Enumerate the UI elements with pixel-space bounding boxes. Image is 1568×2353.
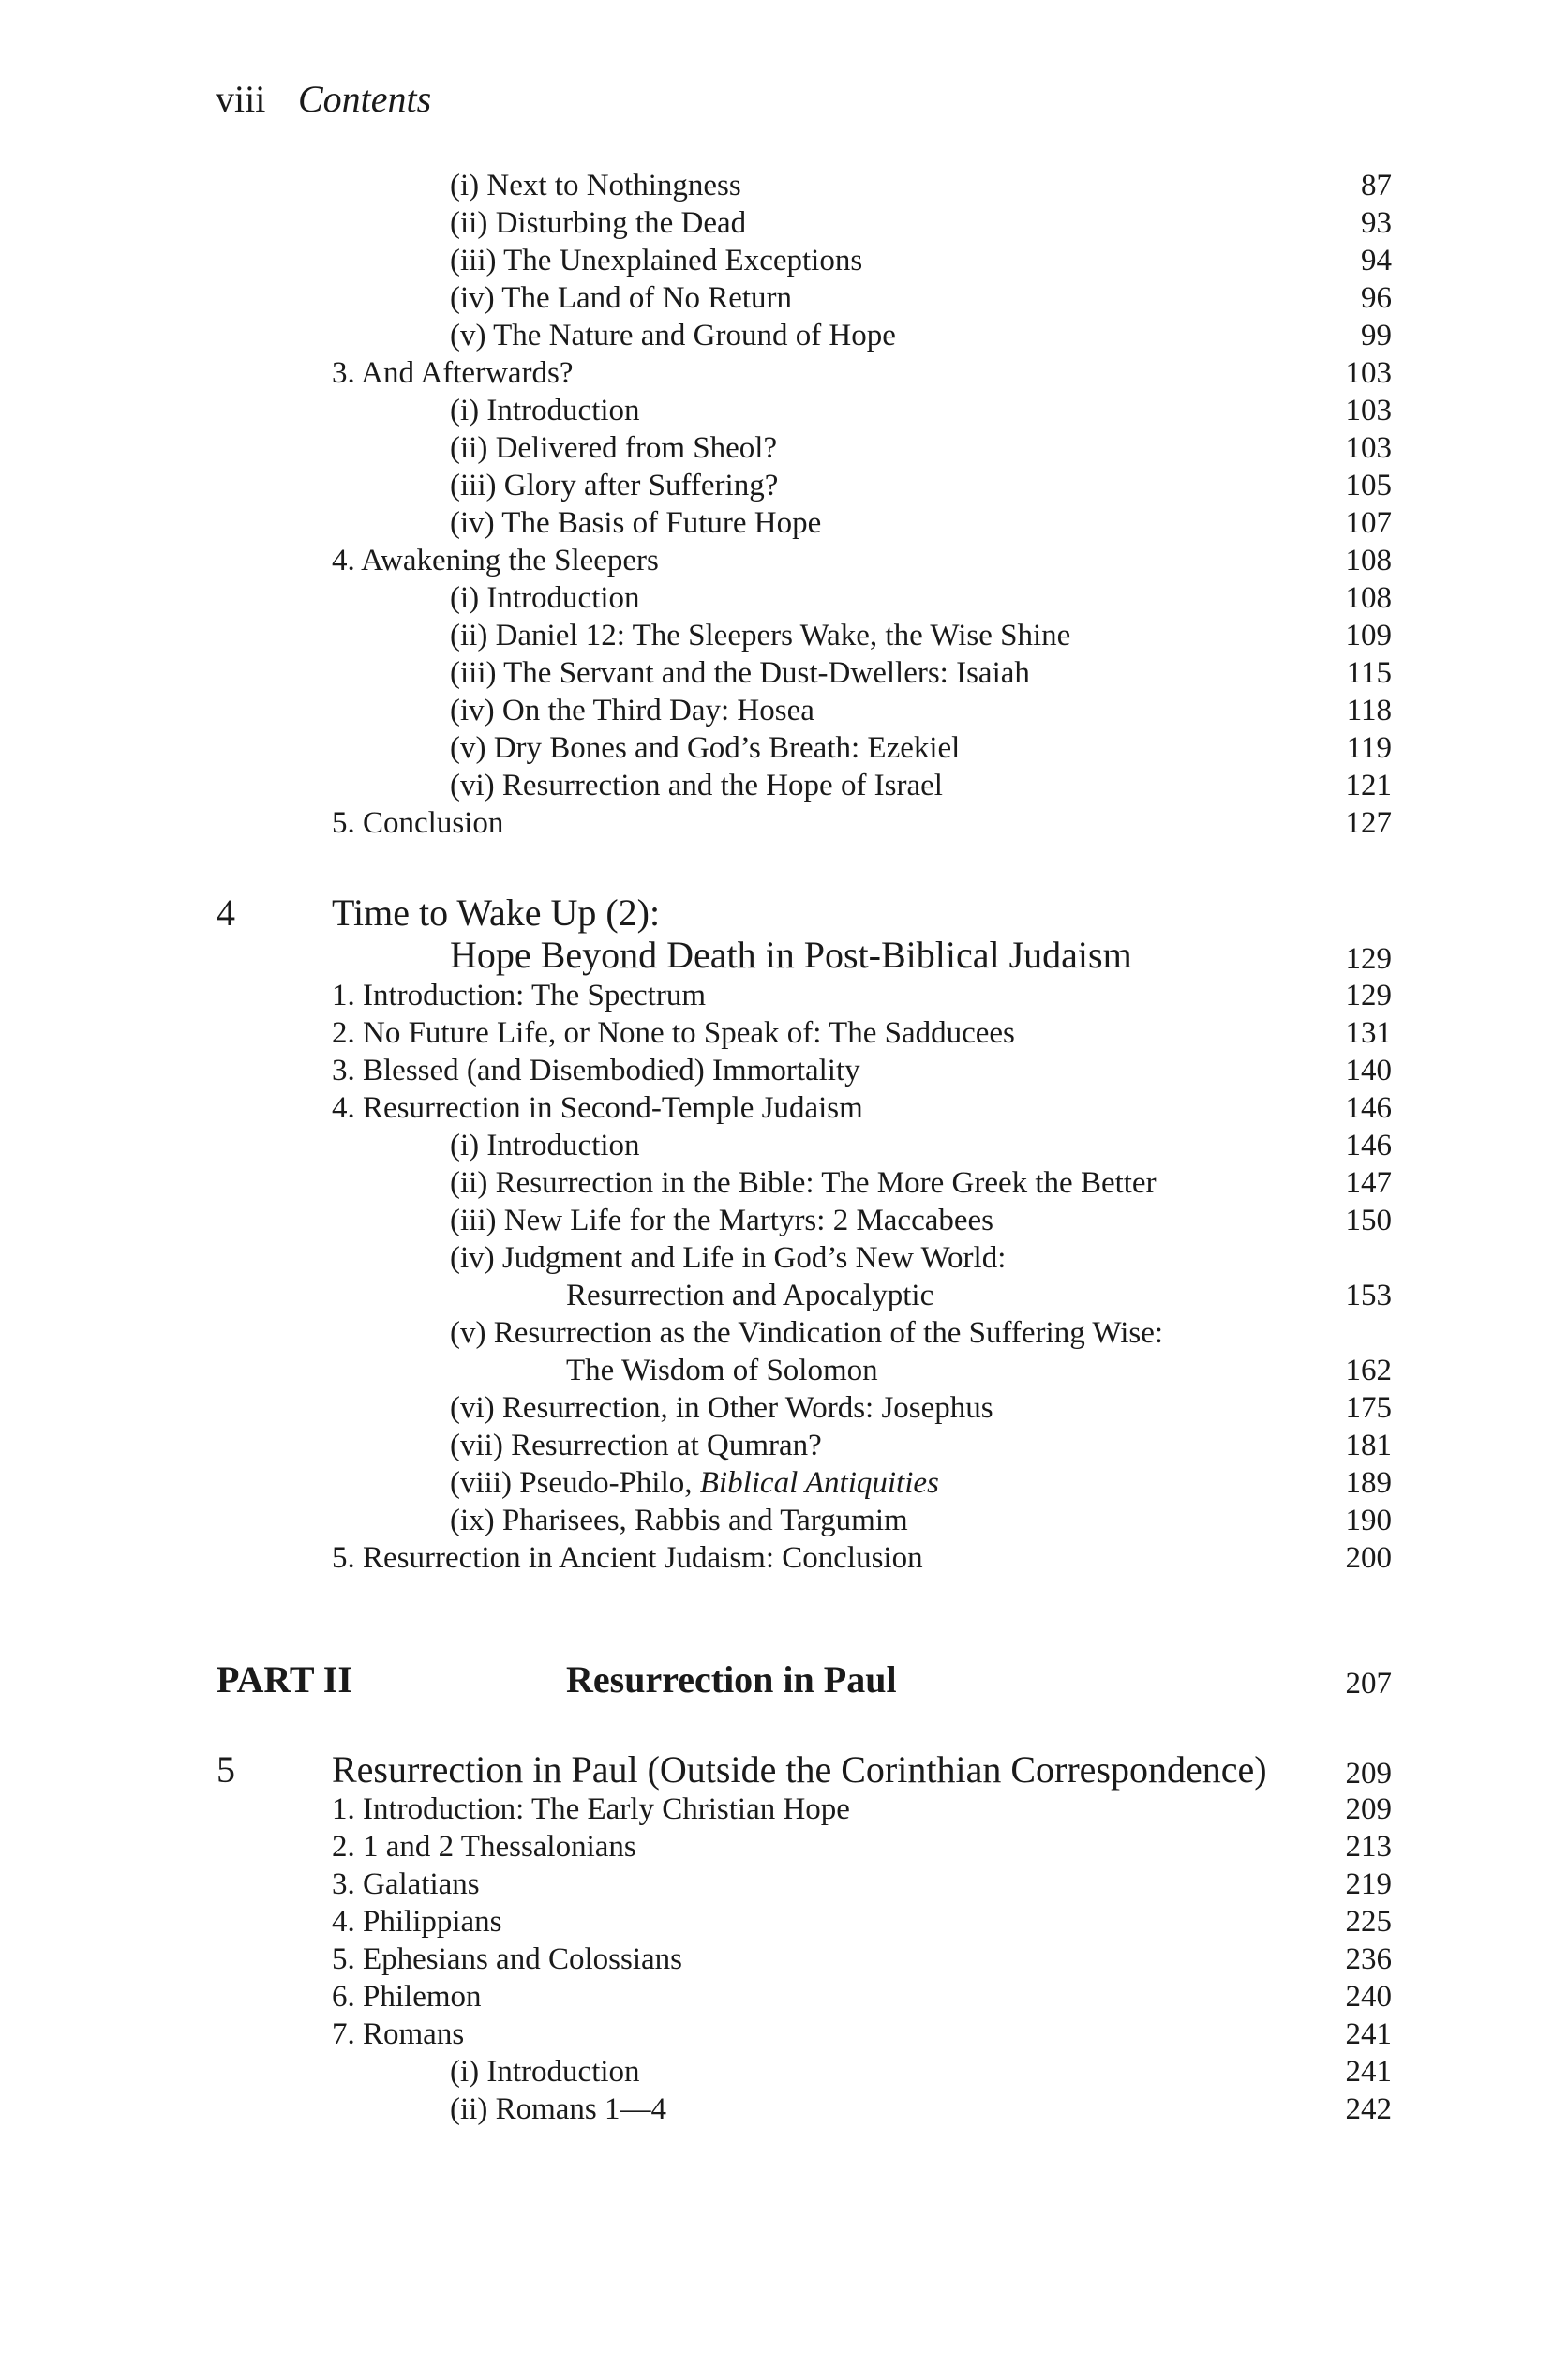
page-number: 146 (1345, 1129, 1392, 1162)
toc-entry (0, 1277, 1568, 1314)
page-number: 225 (1345, 1905, 1392, 1939)
toc-entry (0, 1239, 1568, 1277)
entry-title-text: (ii) Romans 1—4 (450, 2092, 666, 2126)
page-number: 115 (1346, 656, 1392, 690)
toc-entry (0, 1502, 1568, 1539)
page-number: 103 (1345, 431, 1392, 465)
page-number: 209 (1345, 1792, 1392, 1826)
entry-title-text: (vi) Resurrection and the Hope of Israel (450, 769, 943, 802)
entry-title-text: 3. And Afterwards? (332, 356, 574, 390)
entry-title (332, 1941, 682, 1978)
entry-title-text: (ii) Delivered from Sheol? (450, 431, 778, 465)
toc-entry (0, 1828, 1568, 1866)
page-number: 94 (1361, 244, 1392, 277)
entry-title (450, 1502, 908, 1539)
entry-title (332, 354, 574, 392)
entry-title-text: (iii) New Life for the Martyrs: 2 Maccabees (450, 1204, 994, 1237)
entry-title (332, 2016, 464, 2053)
toc-entry (0, 729, 1568, 767)
page-number: 240 (1345, 1980, 1392, 2014)
toc-entry (0, 1464, 1568, 1502)
entry-title-text: (iv) On the Third Day: Hosea (450, 694, 814, 727)
entry-title-text: 2. No Future Life, or None to Speak of: The Sadducees (332, 1016, 1015, 1050)
page-number: 242 (1345, 2092, 1392, 2126)
entry-title (332, 542, 659, 579)
page-number: 241 (1345, 2055, 1392, 2089)
entry-title-text: (v) Resurrection as the Vindication of the Suffering Wise: (450, 1316, 1164, 1350)
entry-title (450, 392, 640, 429)
entry-title-italic: Biblical Antiquities (699, 1466, 939, 1500)
entry-title (332, 1828, 636, 1866)
chapter-heading (0, 891, 1568, 936)
page-number: 189 (1345, 1466, 1392, 1500)
page-number: 129 (1345, 942, 1392, 976)
entry-title (450, 654, 1030, 692)
page-number: 175 (1345, 1391, 1392, 1425)
toc-entry (0, 977, 1568, 1014)
entry-title-text: (iv) The Land of No Return (450, 281, 793, 315)
entry-title-text: 5. Conclusion (332, 806, 504, 840)
entry-title-text: Resurrection in Paul (Outside the Corinthian Correspondence) (332, 1748, 1267, 1791)
page-number: 103 (1345, 356, 1392, 390)
page-number: 140 (1345, 1054, 1392, 1087)
entry-title (450, 317, 896, 354)
entry-title-text: (ii) Daniel 12: The Sleepers Wake, the Wise Shine (450, 619, 1071, 652)
entry-title-text: (iii) The Unexplained Exceptions (450, 244, 863, 277)
entry-title-text: (iii) Glory after Suffering? (450, 469, 779, 502)
toc-entry (0, 1014, 1568, 1052)
chapter-heading (0, 1747, 1568, 1792)
page-number: 200 (1345, 1541, 1392, 1575)
page-number: 219 (1345, 1867, 1392, 1901)
entry-title (450, 2053, 640, 2091)
page-number: 118 (1346, 694, 1392, 727)
entry-title (332, 804, 503, 842)
entry-title-text: 7. Romans (332, 2017, 465, 2051)
entry-title (566, 1352, 878, 1389)
toc-entry (0, 279, 1568, 317)
toc-entry (0, 429, 1568, 467)
toc-entry (0, 167, 1568, 204)
page-number: 121 (1345, 769, 1392, 802)
toc-entry (0, 1052, 1568, 1089)
entry-title-text: (v) The Nature and Ground of Hope (450, 319, 896, 352)
entry-title-text: Resurrection in Paul (566, 1658, 897, 1701)
entry-title (450, 467, 778, 504)
toc-entry (0, 204, 1568, 242)
entry-title-text: 4. Philippians (332, 1905, 502, 1939)
page-folio: viii (216, 78, 266, 120)
entry-title (450, 1464, 939, 1502)
entry-title (450, 1202, 993, 1239)
entry-title-text: (i) Introduction (450, 394, 640, 427)
chapter-heading (0, 933, 1568, 978)
entry-title (450, 729, 960, 767)
entry-title (566, 1657, 897, 1702)
toc-entry (0, 1791, 1568, 1828)
page-number: 103 (1345, 394, 1392, 427)
part-number: PART II (217, 1658, 352, 1701)
entry-title (450, 1389, 993, 1427)
page-number: 150 (1345, 1204, 1392, 1237)
entry-title-text: (vii) Resurrection at Qumran? (450, 1429, 822, 1462)
page-number: 153 (1345, 1279, 1392, 1312)
page-number: 129 (1345, 979, 1392, 1012)
toc-entry (0, 542, 1568, 579)
entry-title (450, 504, 821, 542)
toc-entry (0, 1978, 1568, 2016)
page-number: 96 (1361, 281, 1392, 315)
entry-title (450, 204, 746, 242)
entry-title-text: 4. Awakening the Sleepers (332, 544, 659, 577)
running-title: Contents (298, 78, 432, 120)
page-number: 107 (1345, 506, 1392, 540)
toc-entry (0, 2053, 1568, 2091)
entry-title (450, 167, 741, 204)
toc-entry (0, 1202, 1568, 1239)
entry-title (332, 1539, 923, 1577)
page-number: 119 (1346, 731, 1392, 765)
toc-entry (0, 1427, 1568, 1464)
toc-entry (0, 242, 1568, 279)
entry-title (450, 692, 814, 729)
entry-title-text: 1. Introduction: The Early Christian Hope (332, 1792, 850, 1826)
entry-title-text: (i) Introduction (450, 581, 640, 615)
toc-entry (0, 467, 1568, 504)
page-number: 131 (1345, 1016, 1392, 1050)
entry-title (332, 1747, 1267, 1792)
entry-title (450, 617, 1070, 654)
toc-entry (0, 1389, 1568, 1427)
page-number: 109 (1345, 619, 1392, 652)
toc-entry (0, 1352, 1568, 1389)
page-number: 209 (1345, 1757, 1392, 1791)
toc-entry (0, 767, 1568, 804)
part-heading (0, 1657, 1568, 1702)
entry-title-text: (iv) Judgment and Life in God’s New World: (450, 1241, 1007, 1275)
entry-title (450, 1127, 640, 1164)
entry-title (450, 242, 862, 279)
toc-entry (0, 2091, 1568, 2128)
entry-title-text: Hope Beyond Death in Post-Biblical Judaism (450, 934, 1132, 976)
entry-title (450, 933, 1132, 978)
entry-title (450, 579, 640, 617)
toc-entry (0, 1127, 1568, 1164)
page-number: 236 (1345, 1942, 1392, 1976)
page-number: 99 (1361, 319, 1392, 352)
entry-title-text: 5. Resurrection in Ancient Judaism: Conclusion (332, 1541, 923, 1575)
page-number: 190 (1345, 1504, 1392, 1537)
entry-title (450, 1164, 1157, 1202)
entry-title (566, 1277, 933, 1314)
entry-title (450, 1427, 822, 1464)
entry-title-text: (i) Next to Nothingness (450, 169, 741, 202)
chapter-number: 5 (217, 1748, 235, 1791)
entry-title-text: (ii) Resurrection in the Bible: The More Greek the Better (450, 1166, 1157, 1200)
toc-entry (0, 354, 1568, 392)
entry-title-text: (iii) The Servant and the Dust-Dwellers: Isaiah (450, 656, 1030, 690)
entry-title (332, 1903, 502, 1941)
toc-entry (0, 392, 1568, 429)
toc-entry (0, 654, 1568, 692)
page-number: 241 (1345, 2017, 1392, 2051)
entry-title (332, 1978, 482, 2016)
entry-title-text: 3. Galatians (332, 1867, 480, 1901)
entry-title-text: 4. Resurrection in Second-Temple Judaism (332, 1091, 863, 1125)
toc-entry (0, 1539, 1568, 1577)
toc-entry (0, 1314, 1568, 1352)
page-number: 213 (1345, 1830, 1392, 1864)
entry-title-text: (ix) Pharisees, Rabbis and Targumim (450, 1504, 908, 1537)
page-number: 162 (1345, 1354, 1392, 1387)
page-number: 127 (1345, 806, 1392, 840)
page-number: 146 (1345, 1091, 1392, 1125)
entry-title (332, 891, 660, 936)
entry-title-text: Time to Wake Up (2): (332, 892, 661, 934)
entry-title (332, 1089, 863, 1127)
page-number: 207 (1345, 1667, 1392, 1701)
entry-title (450, 429, 777, 467)
page-number: 87 (1361, 169, 1392, 202)
page-number: 105 (1345, 469, 1392, 502)
entry-title-text: (i) Introduction (450, 2055, 640, 2089)
entry-title-text: (v) Dry Bones and God’s Breath: Ezekiel (450, 731, 961, 765)
toc-entry (0, 2016, 1568, 2053)
entry-title-text: Resurrection and Apocalyptic (566, 1279, 934, 1312)
entry-title (450, 1314, 1163, 1352)
entry-title (450, 767, 943, 804)
page-number: 108 (1345, 581, 1392, 615)
entry-title-text: (ii) Disturbing the Dead (450, 206, 747, 240)
entry-title-text: (i) Introduction (450, 1129, 640, 1162)
toc-entry (0, 1866, 1568, 1903)
entry-title (450, 1239, 1006, 1277)
chapter-number: 4 (217, 892, 235, 934)
entry-title-text: 5. Ephesians and Colossians (332, 1942, 682, 1976)
toc-entry (0, 504, 1568, 542)
entry-title-text: 6. Philemon (332, 1980, 482, 2014)
toc-entry (0, 317, 1568, 354)
page-number: 108 (1345, 544, 1392, 577)
page-number: 93 (1361, 206, 1392, 240)
entry-title-text: (viii) Pseudo-Philo, (450, 1466, 700, 1500)
entry-title (332, 1791, 850, 1828)
entry-title (450, 279, 792, 317)
toc-entry (0, 1941, 1568, 1978)
entry-title (332, 977, 706, 1014)
entry-title-text: 3. Blessed (and Disembodied) Immortality (332, 1054, 860, 1087)
entry-title-text: (iv) The Basis of Future Hope (450, 506, 822, 540)
toc-entry (0, 692, 1568, 729)
entry-title-text: 2. 1 and 2 Thessalonians (332, 1830, 636, 1864)
page-number: 147 (1345, 1166, 1392, 1200)
toc-entry (0, 1164, 1568, 1202)
toc-entry (0, 1903, 1568, 1941)
entry-title-text: 1. Introduction: The Spectrum (332, 979, 706, 1012)
toc-entry (0, 579, 1568, 617)
entry-title (332, 1052, 860, 1089)
toc-entry (0, 1089, 1568, 1127)
entry-title-text: (vi) Resurrection, in Other Words: Josephus (450, 1391, 993, 1425)
toc-entry (0, 617, 1568, 654)
entry-title-text: The Wisdom of Solomon (566, 1354, 878, 1387)
entry-title (332, 1866, 480, 1903)
entry-title (450, 2091, 666, 2128)
toc-entry (0, 804, 1568, 842)
page-number: 181 (1345, 1429, 1392, 1462)
entry-title (332, 1014, 1015, 1052)
